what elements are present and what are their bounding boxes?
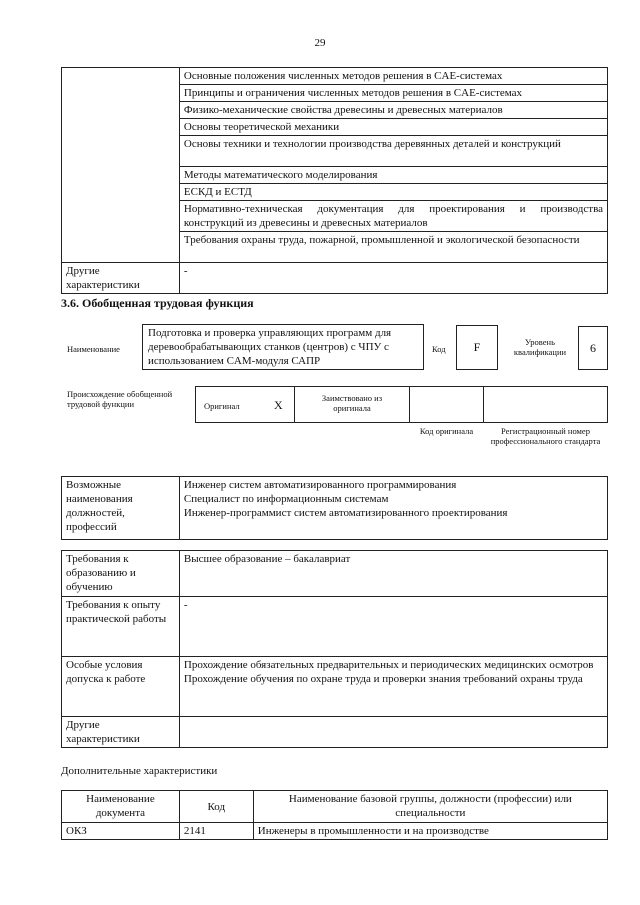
education-value: Высшее образование – бакалавриат — [179, 551, 607, 597]
additional-table — [61, 790, 608, 840]
knowledge-row: Основы техники и технологии производства деревянных деталей и конструкций — [179, 136, 607, 167]
origin-original-label: Оригинал — [204, 401, 240, 411]
level-label: Уровень квалификации — [513, 337, 567, 357]
knowledge-row: Основы теоретической механики — [179, 119, 607, 136]
experience-label: Требования к опыту практической работы — [62, 597, 180, 657]
level-value: 6 — [578, 326, 608, 370]
knowledge-row: Принципы и ограничения численных методов решения в CAE-системах — [179, 85, 607, 102]
positions-values — [179, 477, 607, 540]
additional-cell-name: Инженеры в промышленности и на производстве — [253, 823, 607, 840]
other-characteristics-label: Другие характеристики — [62, 263, 180, 294]
origin-code-caption: Код оригинала — [419, 426, 474, 436]
origin-original-cell — [195, 386, 295, 423]
knowledge-row: Нормативно-техническая документация для проектирования и производства конструкций из древесины и древесных материалов — [179, 201, 607, 232]
page-number: 29 — [314, 37, 326, 49]
origin-code-cell — [409, 386, 484, 423]
origin-original-mark: X — [274, 398, 283, 412]
knowledge-row: Методы математического моделирования — [179, 167, 607, 184]
section-title: 3.6. Обобщенная трудовая функция — [61, 296, 254, 310]
experience-value: - — [179, 597, 607, 657]
admission-values — [179, 657, 607, 717]
other-characteristics-value — [179, 717, 607, 748]
code-label: Код — [432, 344, 446, 354]
other-characteristics-label: Другие характеристики — [62, 717, 180, 748]
knowledge-label-cell — [62, 68, 180, 263]
origin-borrowed-label: Заимствовано из оригинала — [294, 386, 410, 423]
other-characteristics-value: - — [179, 263, 607, 294]
requirements-table — [61, 550, 608, 748]
position-item: Специалист по информационным системам — [183, 493, 389, 505]
knowledge-row: Основные положения численных методов решения в CAE-системах — [179, 68, 607, 85]
positions-table — [61, 476, 608, 540]
additional-cell-code: 2141 — [179, 823, 253, 840]
function-name-value: Подготовка и проверка управляющих программ для деревообрабатывающих станков (центров) с ЧПУ с использованием CAM-модуля САПР — [142, 324, 424, 370]
knowledge-table — [61, 67, 608, 294]
knowledge-row: Физико-механические свойства древесины и древесных материалов — [179, 102, 607, 119]
additional-header: Наименование базовой группы, должности (профессии) или специальности — [253, 791, 607, 823]
position-item: Инженер систем автоматизированного программирования — [183, 479, 457, 491]
additional-cell-document: ОКЗ — [62, 823, 180, 840]
admission-item: Прохождение обучения по охране труда и проверки знания требований охраны труда — [183, 673, 583, 685]
position-item: Инженер-программист систем автоматизированного проектирования — [183, 507, 508, 519]
additional-header: Код — [179, 791, 253, 823]
knowledge-row: Требования охраны труда, пожарной, промышленной и экологической безопасности — [179, 232, 607, 263]
code-value: F — [456, 325, 498, 370]
origin-reg-cell — [483, 386, 608, 423]
additional-header: Наименование документа — [62, 791, 180, 823]
admission-label: Особые условия допуска к работе — [62, 657, 180, 717]
origin-label: Происхождение обобщенной трудовой функции — [67, 389, 173, 409]
knowledge-row: ЕСКД и ЕСТД — [179, 184, 607, 201]
additional-title: Дополнительные характеристики — [61, 765, 218, 777]
function-name-label: Наименование — [67, 344, 120, 354]
education-label: Требования к образованию и обучению — [62, 551, 180, 597]
table-row — [62, 823, 608, 840]
origin-reg-caption: Регистрационный номер профессионального стандарта — [490, 426, 601, 446]
positions-label: Возможные наименования должностей, профессий — [62, 477, 180, 540]
admission-item: Прохождение обязательных предварительных и периодических медицинских осмотров — [183, 659, 594, 671]
